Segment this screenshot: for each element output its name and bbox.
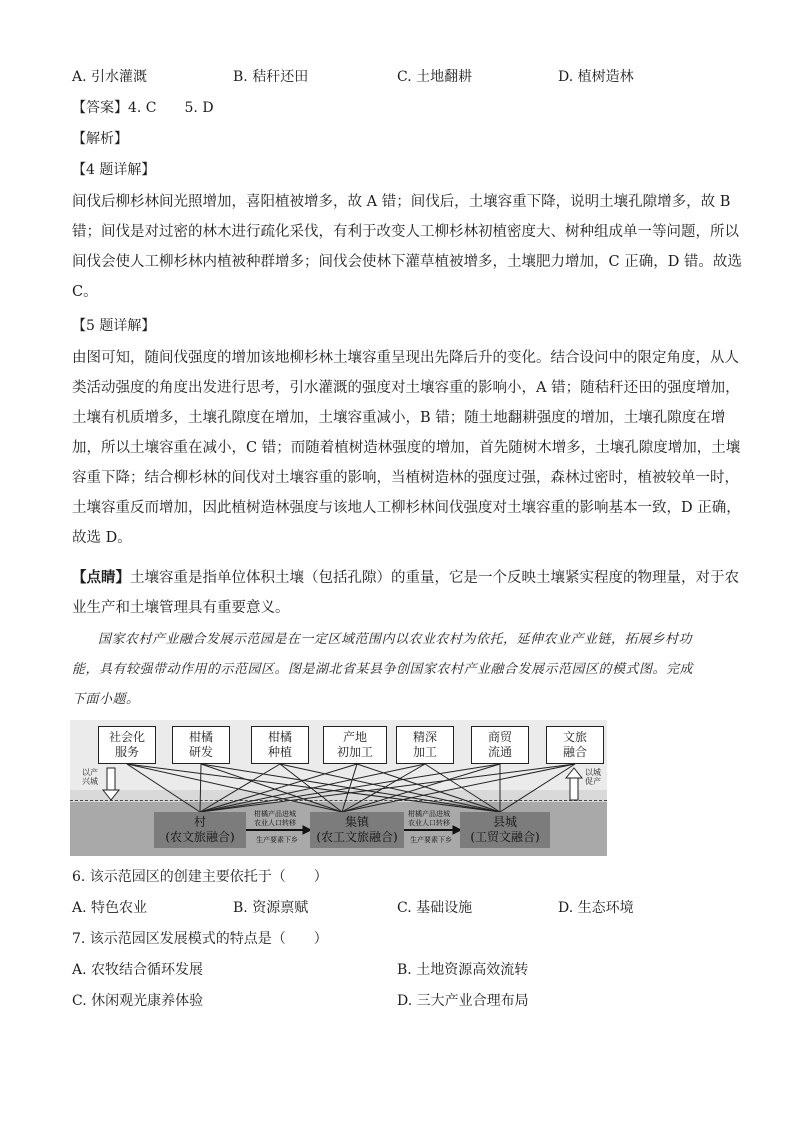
box-trade-circulation: 商贸 流通	[471, 726, 529, 764]
intro-line: 国家农村产业融合发展示范园是在一定区域范围内以农业农村为依托，延伸农业产业链，拓展乡村功	[98, 632, 693, 647]
q7-option-a: A. 农牧结合循环发展	[72, 962, 204, 978]
box-village: 村 (农文旅融合)	[154, 812, 246, 848]
question-intro	[72, 625, 724, 715]
q6-option-b: B. 资源禀赋	[233, 900, 309, 916]
box-citrus-planting: 柑橘 种植	[251, 726, 309, 764]
q4-line: 间伐后柳杉林间光照增加，喜阳植被增多，故 A 错；间伐后，土壤容重下降，说明土壤孔隙增多，故 B	[72, 194, 731, 210]
box-county-town: 县城 (工贸文融合)	[460, 812, 550, 848]
q5-line: 容重下降；结合柳杉林的间伐对土壤容重的影响，当植树造林的强度过强，森林过密时，植被较单一时，	[72, 470, 739, 486]
q5-line: 土壤有机质增多，土壤孔隙度在增加，土壤容重减小，B 错；随土地翻耕强度的增加，土壤孔隙度在增	[72, 410, 726, 426]
label-industry-drives-city: 以产 兴城	[82, 768, 98, 786]
flow-upper-label-1: 柑橘产品进城 农业人口转移	[254, 810, 296, 827]
q4-line: 间伐会使人工柳杉林内植被种群增多；间伐会使林下灌草植被增多，土壤肥力增加，C 正确，D 错。故选	[72, 254, 742, 270]
q4-line: C。	[72, 284, 98, 300]
point-label: 【点睛】	[72, 569, 130, 586]
q7-option-b: B. 土地资源高效流转	[397, 962, 529, 978]
intro-line: 下面小题。	[72, 692, 140, 707]
analysis-label: 【解析】	[72, 131, 128, 147]
q6-option-c: C. 基础设施	[397, 900, 473, 916]
q7-stem: 7. 该示范园区发展模式的特点是（ ）	[72, 931, 328, 947]
point-note	[72, 563, 739, 623]
q5-line: 由图可知，随间伐强度的增加该地柳杉林土壤容重呈现出先降后升的变化。结合设问中的限定角度，从人	[72, 350, 739, 366]
answer-text: 4. C 5. D	[128, 100, 214, 116]
q5-line: 类活动强度的角度出发进行思考，引水灌溉的强度对土壤容重的影响小，A 错；随秸秆还田的强度增加，	[72, 380, 740, 396]
intro-line: 能，具有较强带动作用的示范园区。图是湖北省某县争创国家农村产业融合发展示范园区的模式图。完成	[72, 662, 694, 677]
q5-line: 加，所以土壤容重在减小，C 错；而随着植树造林强度的增加，首先随树木增多，土壤孔隙度增加，土壤	[72, 440, 741, 456]
label-city-promotes-industry: 以城 促产	[585, 768, 601, 786]
flow-lower-label-2: 生产要素下乡	[410, 836, 452, 844]
q7-option-c: C. 休闲观光康养体验	[72, 993, 204, 1009]
q4-explanation	[72, 187, 742, 307]
q5-option-b: B. 秸秆还田	[233, 69, 309, 85]
answer-line	[72, 99, 214, 117]
industry-integration-diagram	[70, 720, 607, 856]
point-line-2: 业生产和土壤管理具有重要意义。	[72, 600, 290, 616]
flow-lower-label-1: 生产要素下乡	[256, 836, 298, 844]
box-market-town: 集镇 (农工文旅融合)	[310, 812, 404, 848]
q5-line: 故选 D。	[72, 530, 132, 546]
box-culture-tourism: 文旅 融合	[546, 726, 604, 764]
q5-option-d: D. 植树造林	[558, 69, 634, 85]
q6-option-d: D. 生态环境	[558, 900, 634, 916]
q4-line: 错；间伐是对过密的林木进行疏化采伐，有利于改变人工柳杉林初植密度大、树种组成单一等问题，所以	[72, 224, 739, 240]
answer-label: 【答案】	[72, 100, 128, 116]
q4-detail-title: 【4 题详解】	[72, 162, 156, 178]
q5-line: 土壤容重反而增加，因此植树造林强度与该地人工柳杉林间伐强度对土壤容重的影响基本一致，D 正确，	[72, 500, 741, 516]
q5-explanation	[72, 343, 741, 553]
box-social-service: 社会化 服务	[98, 726, 156, 764]
point-text: 土壤容重是指单位体积土壤（包括孔隙）的重量，它是一个反映土壤紧实程度的物理量，对于农	[130, 570, 739, 586]
box-primary-processing: 产地 初加工	[323, 726, 387, 764]
box-citrus-research: 柑橘 研发	[172, 726, 230, 764]
q6-option-a: A. 特色农业	[72, 900, 148, 916]
point-line-1	[72, 563, 739, 593]
q5-option-c: C. 土地翻耕	[397, 69, 473, 85]
q6-stem: 6. 该示范园区的创建主要依托于（ ）	[72, 869, 328, 885]
box-deep-processing: 精深 加工	[396, 726, 454, 764]
q7-option-d: D. 三大产业合理布局	[397, 993, 529, 1009]
q5-detail-title: 【5 题详解】	[72, 318, 156, 334]
q5-option-a: A. 引水灌溉	[72, 69, 148, 85]
flow-upper-label-2: 柑橘产品进城 农业人口转移	[408, 810, 450, 827]
